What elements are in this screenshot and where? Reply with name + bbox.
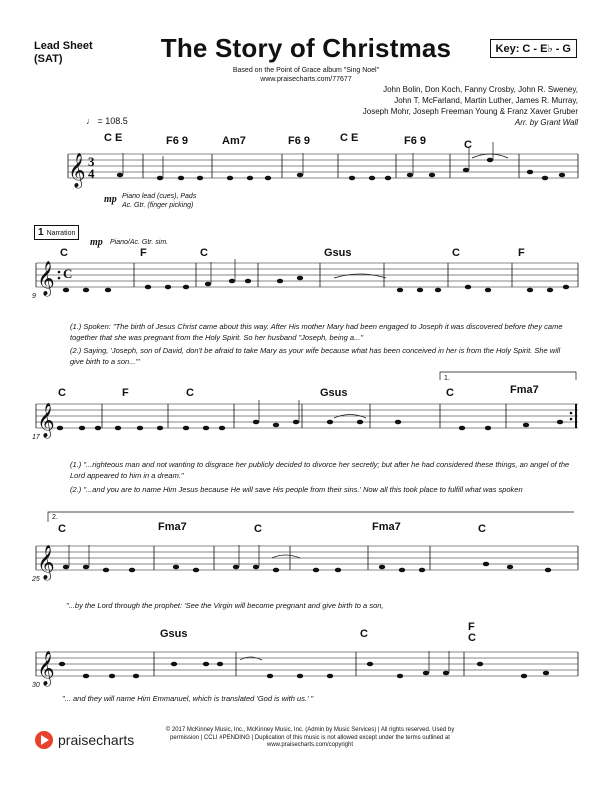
copyright-link[interactable]: www.praisecharts.com/copyright xyxy=(266,742,354,748)
ending-number: 2. xyxy=(52,514,58,521)
narration-text: (1.) Spoken: "The birth of Jesus Christ came about this way. After His mother Mary had been engaged to Joseph it was discovered before they came together that she was pregnant from the Holy Spirit. So her husband "Joseph, being a..." xyxy=(70,322,563,342)
copyright-line: permission | CCLI #PENDING | Duplication of this music is not allowed except under the terms outlined at xyxy=(170,734,450,741)
chord-symbol: C xyxy=(254,523,262,535)
chord-symbol: C xyxy=(452,247,460,259)
narration-text: "... and they will name Him Emmanuel, which is translated 'God is with us.' " xyxy=(62,694,314,703)
instrumentation-line: Ac. Gtr. (finger picking) xyxy=(122,202,194,209)
svg-text:𝄞: 𝄞 xyxy=(37,651,55,686)
tempo-marking xyxy=(86,116,128,126)
bar-lines xyxy=(36,154,578,676)
svg-text:C: C xyxy=(63,266,73,281)
section-number: 1 xyxy=(38,227,44,238)
narration-text: (2.) "...and you are to name Him Jesus because He will save His people from their sins.' Now all this took place to fulfill what was spoken xyxy=(70,485,523,494)
chord-symbol: C xyxy=(58,387,66,399)
staff-system-2 xyxy=(36,263,578,287)
section-marker xyxy=(34,225,79,240)
svg-text:𝄞: 𝄞 xyxy=(37,261,55,296)
chord-symbol: C E xyxy=(104,132,123,144)
chord-symbol: C xyxy=(360,628,368,640)
chord-symbol: C xyxy=(60,247,68,259)
copyright-notice xyxy=(150,727,470,750)
narration-text: (2.) Saying, 'Joseph, son of David, don't be afraid to take Mary as your wife because what has been conceived in her is from the Holy Spirit. She will give birth to a son...'" xyxy=(70,346,561,366)
copyright-line: © 2017 McKinney Music, Inc., McKinney Music, Inc. (Admin by Music Services) | All rights reserved. Used by xyxy=(165,727,455,733)
svg-text:3: 3 xyxy=(88,154,95,169)
chord-symbol: C E xyxy=(340,132,359,144)
chord-symbol: F6 9 xyxy=(288,135,311,147)
chord-symbol: Fma7 xyxy=(158,521,187,533)
arranger: Arr. by Grant Wall xyxy=(514,118,578,127)
chord-symbol: C xyxy=(464,139,472,151)
measure-number: 25 xyxy=(32,576,40,583)
narration-text: (1.) "...righteous man and not wanting to disgrace her publicly decided to divorce her secretly; but after he had considered these things, an angel of the Lord appeared to him in a dream." xyxy=(70,460,570,480)
chord-symbol: C xyxy=(200,247,208,259)
narration-text: "...by the Lord through the prophet: 'See the Virgin will become pregnant and give birth to a son, xyxy=(66,601,384,610)
instrumentation-note xyxy=(122,192,196,210)
credits-line: John T. McFarland, Martin Luther, James R. Murray, xyxy=(394,96,578,105)
tempo-value: = 108.5 xyxy=(97,116,128,126)
chord-symbol: F xyxy=(122,387,129,399)
chord-symbol: C xyxy=(478,523,486,535)
chord-symbol: Fma7 xyxy=(510,384,539,396)
quarter-note-icon: ♩ xyxy=(86,116,95,126)
subtitle-url[interactable]: www.praisecharts.com/77677 xyxy=(260,76,352,83)
key-box: Key: C - E♭ - G xyxy=(490,39,577,58)
staff-system-4 xyxy=(36,546,578,570)
dynamic-marking: mp xyxy=(104,194,117,205)
chord-symbol: C xyxy=(446,387,454,399)
chord-symbol: Gsus xyxy=(160,628,188,640)
chord-symbol: Gsus xyxy=(320,387,348,399)
subtitle-line1: Based on the Point of Grace album "Sing Noel" xyxy=(232,67,380,74)
measure-number: 30 xyxy=(32,682,40,689)
chord-symbol: Am7 xyxy=(222,135,246,147)
staff-lines xyxy=(36,154,578,676)
section-label: Narration xyxy=(46,230,76,237)
staff-system-3 xyxy=(36,404,578,428)
measure-number: 9 xyxy=(32,293,36,300)
instrumentation-note: Piano/Ac. Gtr. sim. xyxy=(110,239,169,246)
svg-text:𝄞: 𝄞 xyxy=(37,545,55,580)
page-title: The Story of Christmas xyxy=(160,33,452,63)
sheet-type-line2: (SAT) xyxy=(34,53,63,65)
chord-symbol: F xyxy=(140,247,147,259)
chord-symbol: C xyxy=(58,523,66,535)
svg-text:𝄞: 𝄞 xyxy=(37,403,55,438)
sheet-type-line1: Lead Sheet xyxy=(34,40,93,52)
dynamic-marking: mp xyxy=(90,237,103,248)
play-logo-icon xyxy=(34,729,144,751)
staff-system-1 xyxy=(68,154,578,178)
ending-number: 1. xyxy=(444,375,450,382)
logo-text: praisecharts xyxy=(58,732,135,748)
chord-symbol: Fma7 xyxy=(372,521,401,533)
chord-symbol: C xyxy=(186,387,194,399)
svg-text:4: 4 xyxy=(88,166,95,181)
praisecharts-logo[interactable] xyxy=(34,729,144,756)
instrumentation-line: Piano lead (cues), Pads xyxy=(122,193,197,200)
credits-line: John Bolin, Don Koch, Fanny Crosby, John R. Sweney, xyxy=(383,85,578,94)
staff-system-5 xyxy=(36,652,578,676)
chord-symbol: F6 9 xyxy=(404,135,427,147)
measure-number: 17 xyxy=(32,434,40,441)
chord-symbol: F C xyxy=(468,621,476,644)
chord-symbol: F xyxy=(518,247,525,259)
chord-symbol: F6 9 xyxy=(166,135,189,147)
svg-text:𝄞: 𝄞 xyxy=(68,153,86,188)
credits-line: Joseph Mohr, Joseph Freeman Young & Franz Xaver Gruber xyxy=(362,107,578,116)
chord-symbol: Gsus xyxy=(324,247,352,259)
